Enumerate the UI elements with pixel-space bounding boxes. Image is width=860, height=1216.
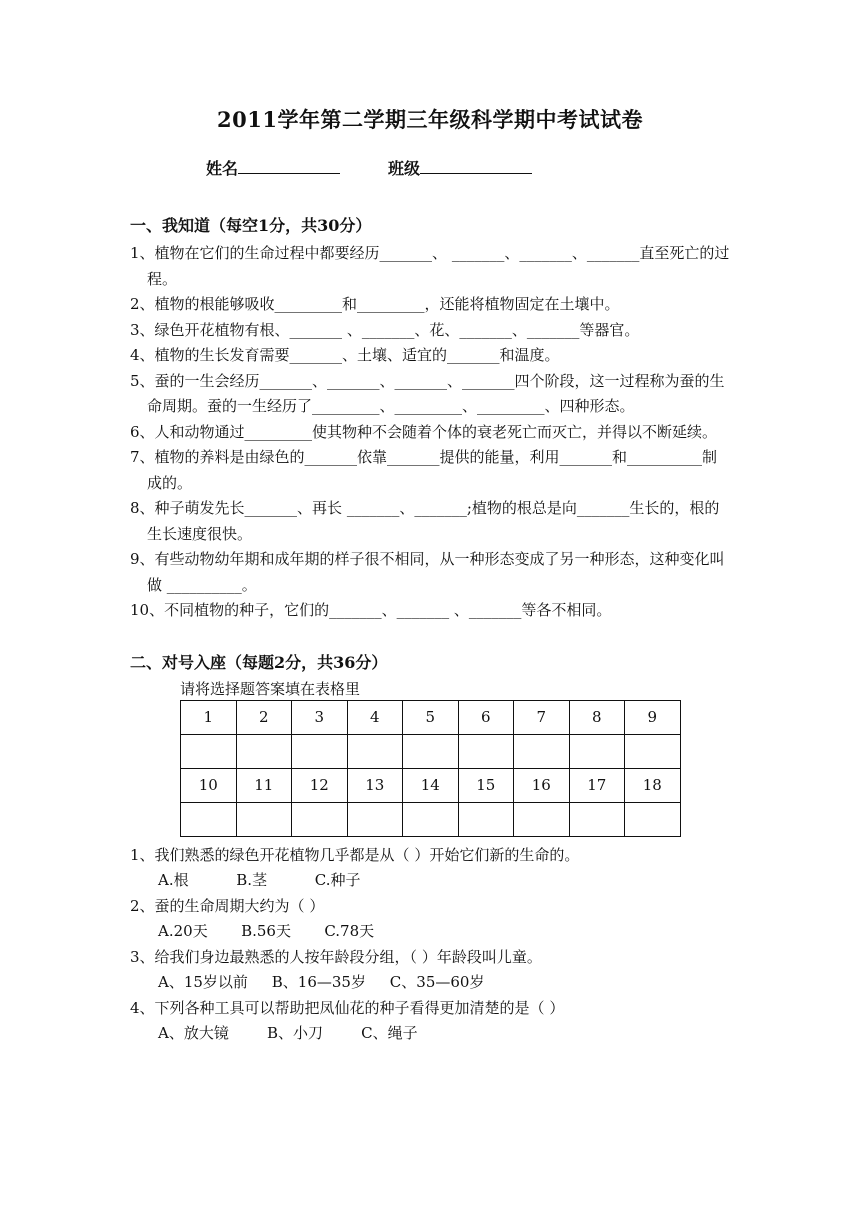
name-label: 姓名 <box>206 159 239 178</box>
fill-question-7: 7、植物的养料是由绿色的_______依靠_______提供的能量，利用_______和__________制成的。 <box>130 448 718 492</box>
choice-options-1: A.根 B.茎 C.种子 <box>158 871 361 889</box>
answer-number: 10 <box>181 768 237 802</box>
fill-question-8: 8、种子萌发先长_______、再长 _______、_______;植物的根总是向_______生长的，根的生长速度很快。 <box>130 499 720 543</box>
section1-heading: 一、我知道（每空1分，共30分） <box>130 216 372 235</box>
choice-question-2: 2、蚕的生命周期大约为（ ） <box>130 896 325 915</box>
answer-cell[interactable] <box>514 802 570 836</box>
answer-cell[interactable] <box>181 734 237 768</box>
answer-cell[interactable] <box>569 802 625 836</box>
answer-number: 13 <box>347 768 403 802</box>
class-field[interactable] <box>388 156 532 179</box>
choice-question-4: 4、下列各种工具可以帮助把凤仙花的种子看得更加清楚的是（ ） <box>130 998 565 1017</box>
answer-number: 3 <box>292 700 348 734</box>
answer-number: 11 <box>236 768 292 802</box>
answer-cell[interactable] <box>569 734 625 768</box>
fill-question-1: 1、植物在它们的生命过程中都要经历_______、 _______、_______、_______直至死亡的过程。 <box>130 244 730 288</box>
answer-cell[interactable] <box>347 802 403 836</box>
student-info-row <box>130 156 730 179</box>
answer-number: 17 <box>569 768 625 802</box>
answer-cell-row <box>181 802 681 836</box>
answer-table-hint: 请将选择题答案填在表格里 <box>180 679 361 698</box>
choice-question-3: 3、给我们身边最熟悉的人按年龄段分组，（ ）年龄段叫儿童。 <box>130 947 542 966</box>
answer-cell[interactable] <box>403 734 459 768</box>
fill-question-9: 9、有些动物幼年期和成年期的样子很不相同，从一种形态变成了另一种形态，这种变化叫做 __________。 <box>130 550 725 594</box>
name-blank[interactable] <box>238 159 340 174</box>
page-title: 2011学年第二学期三年级科学期中考试试卷 <box>217 107 643 132</box>
answer-number: 16 <box>514 768 570 802</box>
answer-number: 9 <box>625 700 681 734</box>
name-field[interactable] <box>206 156 340 179</box>
class-label: 班级 <box>388 159 421 178</box>
answer-cell[interactable] <box>181 802 237 836</box>
answer-cell[interactable] <box>625 802 681 836</box>
answer-cell[interactable] <box>403 802 459 836</box>
answer-number-row <box>181 700 681 734</box>
choice-options-3: A、15岁以前 B、16—35岁 C、35—60岁 <box>158 973 485 991</box>
fill-question-10: 10、不同植物的种子，它们的_______、_______ 、_______等各不相同。 <box>130 601 612 619</box>
choice-options-4: A、放大镜 B、小刀 C、绳子 <box>158 1024 418 1042</box>
answer-cell[interactable] <box>292 734 348 768</box>
answer-number: 4 <box>347 700 403 734</box>
answer-number: 12 <box>292 768 348 802</box>
section2-heading: 二、对号入座（每题2分，共36分） <box>130 652 388 672</box>
choice-question-1: 1、我们熟悉的绿色开花植物几乎都是从（ ）开始它们新的生命的。 <box>130 845 580 864</box>
answer-number: 5 <box>403 700 459 734</box>
choice-options-2: A.20天 B.56天 C.78天 <box>158 922 375 940</box>
answer-number: 7 <box>514 700 570 734</box>
answer-cell[interactable] <box>458 802 514 836</box>
answer-cell[interactable] <box>292 802 348 836</box>
answer-cell[interactable] <box>625 734 681 768</box>
answer-number: 2 <box>236 700 292 734</box>
answer-cell[interactable] <box>236 802 292 836</box>
answer-cell-row <box>181 734 681 768</box>
answer-cell[interactable] <box>347 734 403 768</box>
fill-question-2: 2、植物的根能够吸收_________和_________，还能将植物固定在土壤中。 <box>130 295 620 313</box>
answer-number: 15 <box>458 768 514 802</box>
fill-question-6: 6、人和动物通过_________使其物种不会随着个体的衰老死亡而灭亡，并得以不断延续。 <box>130 422 718 441</box>
fill-question-5: 5、蚕的一生会经历_______、_______、_______、_______四个阶段，这一过程称为蚕的生命周期。蚕的一生经历了_________、_________、_________、四种形态。 <box>130 371 725 415</box>
answer-cell[interactable] <box>514 734 570 768</box>
answer-cell[interactable] <box>236 734 292 768</box>
answer-number: 1 <box>181 700 237 734</box>
answer-number-row <box>181 768 681 802</box>
class-blank[interactable] <box>420 159 532 174</box>
answer-number: 6 <box>458 700 514 734</box>
fill-question-3: 3、绿色开花植物有根、_______ 、_______、花、_______、_______等器官。 <box>130 320 640 339</box>
answer-number: 8 <box>569 700 625 734</box>
answer-number: 18 <box>625 768 681 802</box>
fill-question-4: 4、植物的生长发育需要_______、土壤、适宜的_______和温度。 <box>130 346 560 364</box>
answer-cell[interactable] <box>458 734 514 768</box>
answer-number: 14 <box>403 768 459 802</box>
answer-table <box>180 700 681 837</box>
